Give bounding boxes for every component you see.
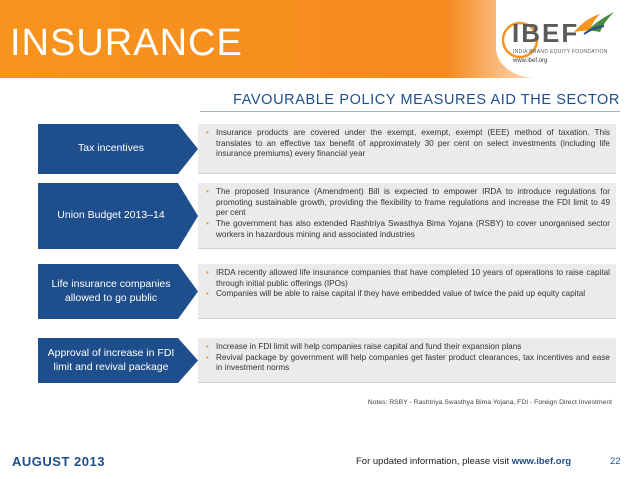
bullet-item: • Insurance products are covered under the exempt, exempt, exempt (EEE) method of taxation. This translates to an effective tax benefit of approximately 30 per cent on select investments (including life insurance premiums) every financial year (204, 128, 610, 160)
policy-row (38, 124, 616, 174)
logo-name: IBEF (512, 18, 580, 48)
bullet-item: • Revival package by government will help companies get faster product clearances, tax incentives and ease in investment norms (204, 353, 610, 374)
row-label: Approval of increase in FDI limit and revival package (47, 346, 175, 373)
footer-info-text: For updated information, please visit (356, 456, 512, 467)
footer-date: AUGUST 2013 (12, 454, 105, 469)
title-divider (200, 111, 620, 112)
logo-url[interactable]: www.ibef.org (513, 58, 548, 64)
footer-link[interactable]: www.ibef.org (511, 456, 572, 467)
notes: Notes: RSBY - Rashtriya Swasthya Bima Yojana, FDI - Foreign Direct Investment (367, 399, 612, 406)
bullet-item: • IRDA recently allowed life insurance companies that have completed 10 years of operations to raise capital through initial public offerings (IPOs) (204, 268, 610, 289)
row-content (198, 183, 616, 249)
policy-row (38, 183, 616, 249)
bullet-item: • The proposed Insurance (Amendment) Bill is expected to empower IRDA to introduce regulations for promoting sustainable growth, providing the flexibility to frame regulations and increase the FDI limit to 49 per cent (204, 187, 610, 219)
row-content (198, 264, 616, 319)
policy-row (38, 338, 616, 383)
row-label: Tax incentives (78, 142, 144, 155)
bullet-item: • Increase in FDI limit will help companies raise capital and fund their expansion plans (204, 342, 610, 353)
page-title: INSURANCE (10, 22, 243, 64)
logo-tagline: INDIA BRAND EQUITY FOUNDATION (513, 49, 608, 55)
page-number: 22 (610, 456, 621, 467)
section-title: FAVOURABLE POLICY MEASURES AID THE SECTOR (233, 92, 620, 108)
row-label: Union Budget 2013–14 (57, 209, 165, 222)
bullet-item: • The government has also extended Rashtriya Swasthya Bima Yojana (RSBY) to cover unorganised sector workers in hazardous mining and associated industries (204, 219, 610, 240)
row-content (198, 338, 616, 383)
bird-logo-icon (570, 8, 616, 38)
footer-info (356, 456, 571, 467)
bullet-item: • Companies will be able to raise capital if they have embedded value of twice the paid up equity capital (204, 289, 610, 300)
row-content (198, 124, 616, 174)
policy-row (38, 264, 616, 319)
row-label: Life insurance companies allowed to go public (51, 277, 171, 304)
